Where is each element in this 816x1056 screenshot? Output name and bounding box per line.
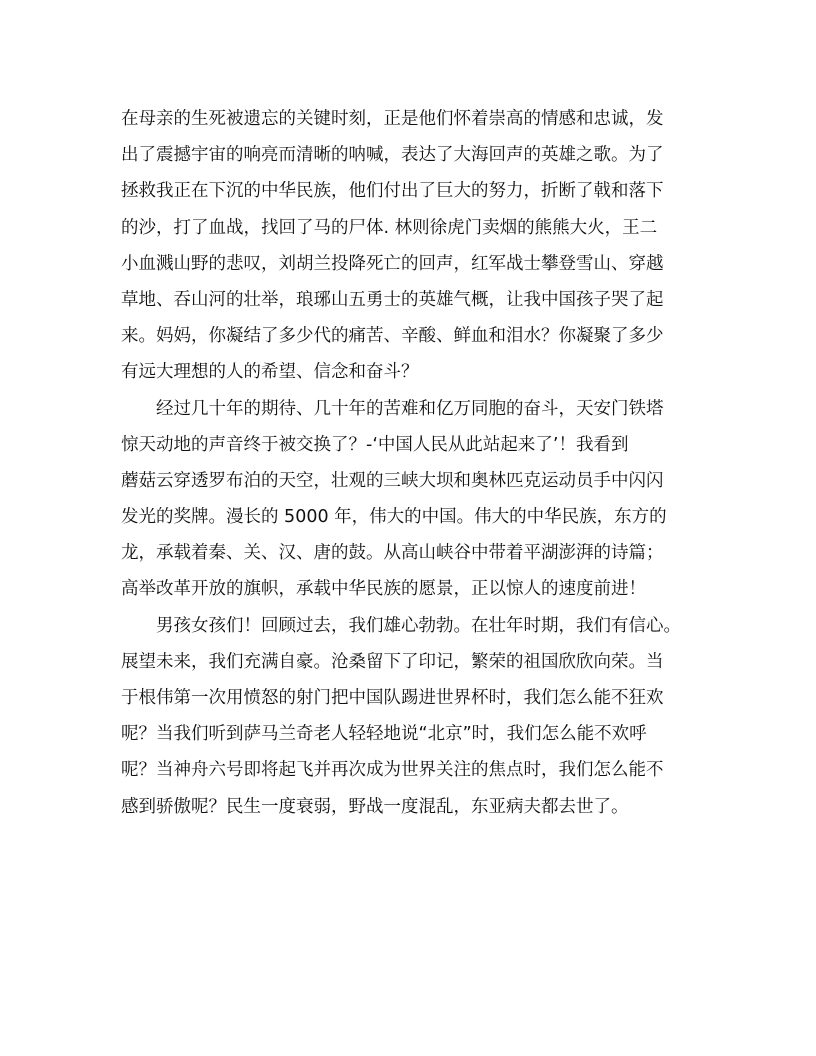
text-line: 在母亲的生死被遗忘的关键时刻，正是他们怀着崇高的情感和忠诚，发: [121, 109, 664, 129]
paragraph-3: [121, 608, 699, 825]
paragraph-2: [121, 391, 699, 608]
text-line: 小血溅山野的悲叹，刘胡兰投降死亡的回声，红军战士攀登雪山、穿越: [121, 253, 664, 274]
text-line: 展望未来，我们充满自豪。沧桑留下了印记，繁荣的祖国欣欣向荣。当: [121, 651, 664, 672]
text-line: 拯救我正在下沉的中华民族，他们付出了巨大的努力，折断了戟和落下: [121, 181, 664, 202]
text-line: 高举改革开放的旗帜，承载中华民族的愿景，正以惊人的速度前进！: [121, 579, 646, 600]
text-line: 有远大理想的人的希望、信念和奋斗？: [121, 362, 419, 383]
text-line: 呢？当神舟六号即将起飞并再次成为世界关注的焦点时，我们怎么能不: [121, 760, 664, 781]
text-line: 发光的奖牌。漫长的 5000 年，伟大的中国。伟大的中华民族，东方的: [121, 507, 667, 528]
text-line: 出了震撼宇宙的响亮而清晰的呐喊，表达了大海回声的英雄之歌。为了: [121, 145, 664, 166]
text-line: 于根伟第一次用愤怒的射门把中国队踢进世界杯时，我们怎么能不狂欢: [121, 688, 664, 708]
text-line: 男孩女孩们！回顾过去，我们雄心勃勃。在壮年时期，我们有信心。: [156, 615, 681, 636]
text-line: 草地、吞山河的壮举，琅琊山五勇士的英雄气概，让我中国孩子哭了起: [121, 289, 664, 310]
text-line: 惊天动地的声音终于被交换了？-‘中国人民从此站起来了’！我看到: [121, 434, 629, 455]
document-body: [121, 101, 699, 825]
text-line: 蘑菇云穿透罗布泊的天空，壮观的三峡大坝和奥林匹克运动员手中闪闪: [121, 470, 664, 491]
text-line: 经过几十年的期待、几十年的苦难和亿万同胞的奋斗，天安门铁塔: [156, 398, 664, 419]
text-line: 龙，承载着秦、关、汉、唐的鼓。从高山峡谷中带着平湖澎湃的诗篇；: [121, 543, 664, 564]
text-line: 呢？当我们听到萨马兰奇老人轻轻地说“北京”时，我们怎么能不欢呼: [121, 724, 647, 745]
text-line: 来。妈妈，你凝结了多少代的痛苦、辛酸、鲜血和泪水？你凝聚了多少: [121, 326, 664, 347]
text-line: 的沙，打了血战，找回了马的尸体. 林则徐虎门卖烟的熊熊大火，王二: [121, 217, 658, 238]
text-line: 感到骄傲呢？民生一度衰弱，野战一度混乱，东亚病夫都去世了。: [121, 796, 629, 817]
paragraph-1: [121, 101, 699, 391]
